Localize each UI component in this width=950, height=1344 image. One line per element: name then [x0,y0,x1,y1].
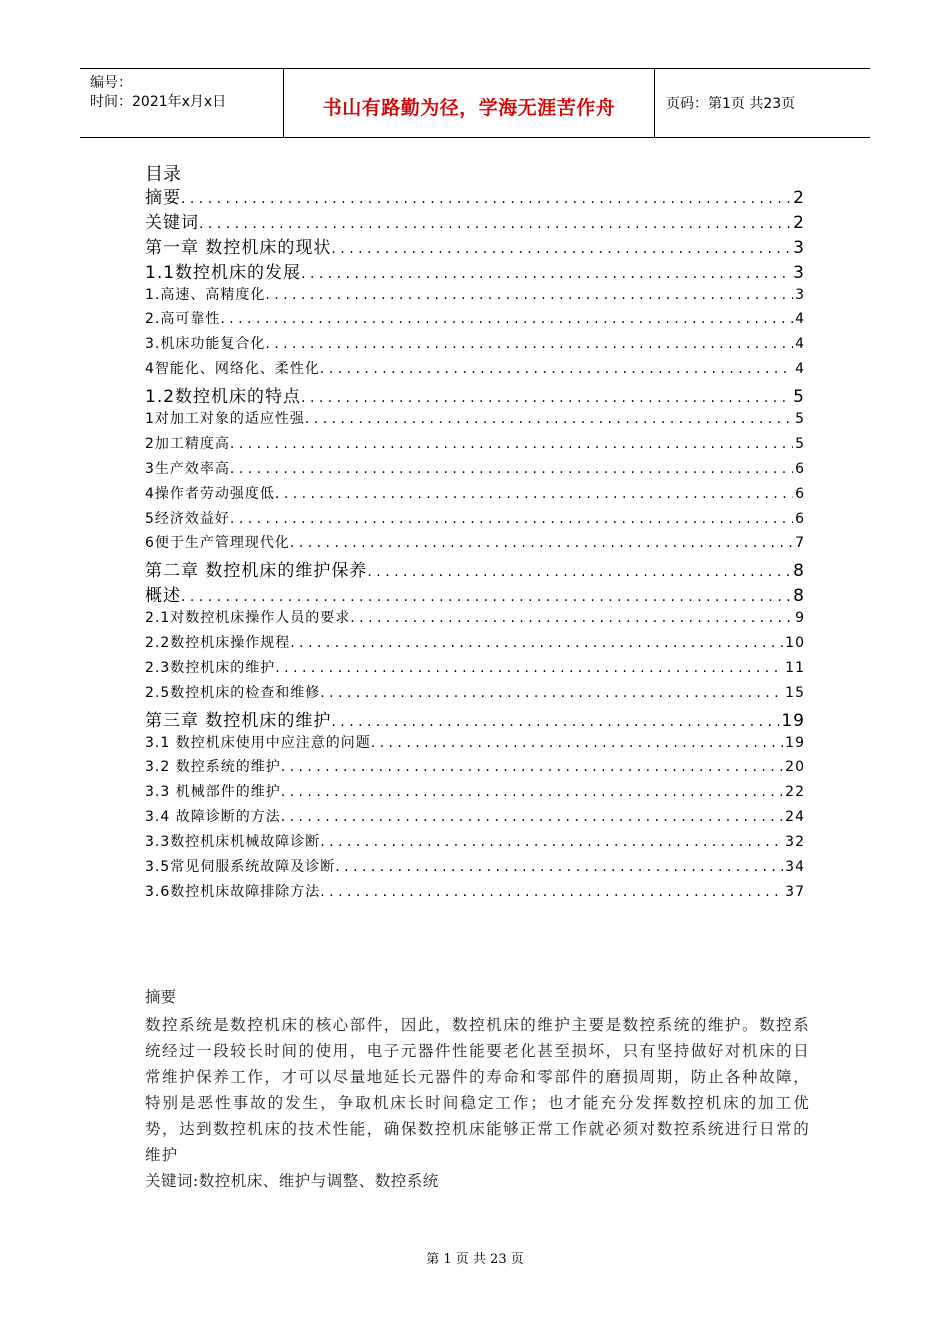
toc-leader-dots [335,855,783,880]
abstract-section [145,986,810,1194]
toc-entry[interactable] [145,755,805,780]
toc-leader-dots [301,387,791,407]
toc-leader-dots [275,482,793,507]
toc-entry-label: 1.1数控机床的发展 [145,262,302,283]
toc-entry-label: 第三章 数控机床的维护 [145,710,332,731]
toc-entry-page: 5 [793,387,805,408]
toc-entry-page: 32 [785,834,805,851]
abstract-heading: 摘要 [145,988,177,1006]
toc-entry[interactable] [145,283,805,308]
toc-entry[interactable] [145,731,805,756]
toc-entry[interactable] [145,531,805,556]
document-number-label: 编号： [90,75,132,91]
header-page-number: 页码：第1页 共23页 [666,96,796,112]
toc-entry[interactable] [145,631,805,656]
toc-entry-page: 3 [793,237,805,258]
toc-entry-label: 5经济效益好 [145,510,230,527]
toc-leader-dots [367,561,791,581]
toc-entry-label: 2加工精度高 [145,435,230,452]
toc-entry-label: 3.5常见伺服系统故障及诊断 [145,859,336,876]
toc-entry-page: 9 [795,610,805,627]
toc-entry[interactable] [145,830,805,855]
toc-entry-label: 3.3数控机床机械故障诊断 [145,834,321,851]
header-info-cell [80,69,284,137]
toc-entry-label: 3.1 数控机床使用中应注意的问题 [145,734,371,751]
toc-entry-label: 2.5数控机床的检查和维修 [145,684,321,701]
toc-entry-label: 4智能化、网络化、柔性化 [145,361,320,378]
toc-title: 目录 [145,164,181,185]
toc-leader-dots [181,188,791,208]
toc-entry-page: 15 [785,684,805,701]
toc-entry[interactable] [145,432,805,457]
toc-entry[interactable] [145,606,805,631]
toc-leader-dots [320,880,783,905]
toc-leader-dots [220,307,793,332]
toc-leader-dots [320,830,783,855]
toc-leader-dots [199,213,791,233]
toc-leader-dots [371,731,783,756]
toc-entry-page: 19 [785,734,805,751]
toc-entry-page: 8 [793,586,805,607]
toc-leader-dots [275,656,783,681]
toc-leader-dots [301,263,791,283]
toc-leader-dots [290,531,793,556]
toc-entry[interactable] [145,307,805,332]
toc-entry[interactable] [145,855,805,880]
toc-entry-page: 4 [795,361,805,378]
toc-entry-label: 1.高速、高精度化 [145,286,266,303]
toc-entry-page: 11 [785,659,805,676]
toc-leader-dots [181,586,791,606]
toc-leader-dots [331,711,779,731]
toc-entry-label: 第二章 数控机床的维护保养 [145,561,368,582]
toc-leader-dots [320,681,783,706]
toc-entry-page: 10 [785,635,805,652]
toc-entry-page: 37 [785,883,805,900]
toc-entry-page: 2 [793,212,805,233]
toc-entry-label: 2.高可靠性 [145,311,221,328]
toc-leader-dots [265,332,793,357]
toc-entry-page: 3 [793,262,805,283]
toc-entry-page: 5 [795,411,805,428]
toc-entry-page: 8 [793,561,805,582]
toc-entry-page: 3 [795,286,805,303]
toc-leader-dots [350,606,793,631]
toc-entry-label: 关键词 [145,212,199,233]
toc-leader-dots [230,457,793,482]
toc-entry[interactable] [145,208,805,233]
toc-entry-page: 6 [795,510,805,527]
toc-entry[interactable] [145,357,805,382]
toc-entry[interactable] [145,183,805,208]
toc-entry-page: 34 [785,859,805,876]
toc-leader-dots [305,407,793,432]
toc-entry-page: 6 [795,485,805,502]
toc-entry-page: 5 [795,435,805,452]
header-motto-cell [284,69,655,137]
toc-entry[interactable] [145,507,805,532]
toc-entry-label: 2.3数控机床的维护 [145,659,276,676]
toc-entry-page: 22 [785,784,805,801]
toc-entry[interactable] [145,457,805,482]
toc-entry-label: 3.2 数控系统的维护 [145,759,281,776]
header-motto: 书山有路勤为径，学海无涯苦作舟 [322,97,616,119]
toc-entry[interactable] [145,556,805,581]
toc-entry-label: 3.4 故障诊断的方法 [145,809,281,826]
toc-entry[interactable] [145,332,805,357]
toc-leader-dots [290,631,783,656]
toc-leader-dots [281,755,783,780]
toc-entry[interactable] [145,482,805,507]
toc-entry-page: 24 [785,809,805,826]
toc-leader-dots [281,805,783,830]
toc-entry-label: 1对加工对象的适应性强 [145,411,305,428]
toc-entry-page: 20 [785,759,805,776]
toc-entry[interactable] [145,407,805,432]
toc-entry[interactable] [145,258,805,283]
toc-entry[interactable] [145,880,805,905]
keywords-line: 关键词:数控机床、维护与调整、数控系统 [145,1172,439,1190]
toc-entry-label: 2.2数控机床操作规程 [145,635,291,652]
toc-entry-label: 3.3 机械部件的维护 [145,784,281,801]
toc-entry-label: 3.机床功能复合化 [145,336,266,353]
toc-entry-page: 7 [795,535,805,552]
toc-entry-page: 6 [795,460,805,477]
toc-entry-label: 3生产效率高 [145,460,230,477]
page-header [80,68,870,138]
toc-entry-label: 6便于生产管理现代化 [145,535,290,552]
toc-entry-label: 2.1对数控机床操作人员的要求 [145,610,351,627]
toc-entry[interactable] [145,681,805,706]
toc-entry-page: 4 [795,311,805,328]
toc-entry-label: 1.2数控机床的特点 [145,387,302,408]
page-footer: 第 1 页 共 23 页 [426,1252,524,1267]
toc-leader-dots [320,357,793,382]
toc-entry-label: 摘要 [145,188,181,208]
toc-entry-label: 4操作者劳动强度低 [145,485,275,502]
toc-entry-label: 3.6数控机床故障排除方法 [145,883,321,900]
header-page-cell [655,69,870,137]
abstract-body: 数控系统是数控机床的核心部件，因此，数控机床的维护主要是数控系统的维护。数控系统经过一段较长时间的使用，电子元器件性能要老化甚至损坏，只有坚持做好对机床的日常维护保养工作，才可以尽量地延长元器件的寿命和零部件的磨损周期，防止各种故障，特别是恶性事故的发生，争取机床长时间稳定工作；也才能充分发挥数控机床的加工优势，达到数控机床的技术性能，确保数控机床能够正常工作就必须对数控系统进行日常的维护 [145,1016,810,1164]
toc-leader-dots [230,507,793,532]
toc-entry-page: 4 [795,336,805,353]
toc-entry[interactable] [145,581,805,606]
toc-entry[interactable] [145,706,805,731]
table-of-contents [145,183,805,905]
document-date-label: 时间：2021年x月x日 [90,94,227,110]
toc-entry[interactable] [145,780,805,805]
toc-leader-dots [265,283,793,308]
toc-entry[interactable] [145,805,805,830]
toc-entry-label: 概述 [145,586,181,607]
toc-entry[interactable] [145,382,805,407]
toc-leader-dots [281,780,783,805]
toc-entry-page: 2 [793,188,805,208]
toc-entry[interactable] [145,233,805,258]
toc-leader-dots [230,432,793,457]
toc-leader-dots [331,238,791,258]
toc-entry-label: 第一章 数控机床的现状 [145,237,332,258]
toc-entry[interactable] [145,656,805,681]
toc-entry-page: 19 [781,710,805,731]
